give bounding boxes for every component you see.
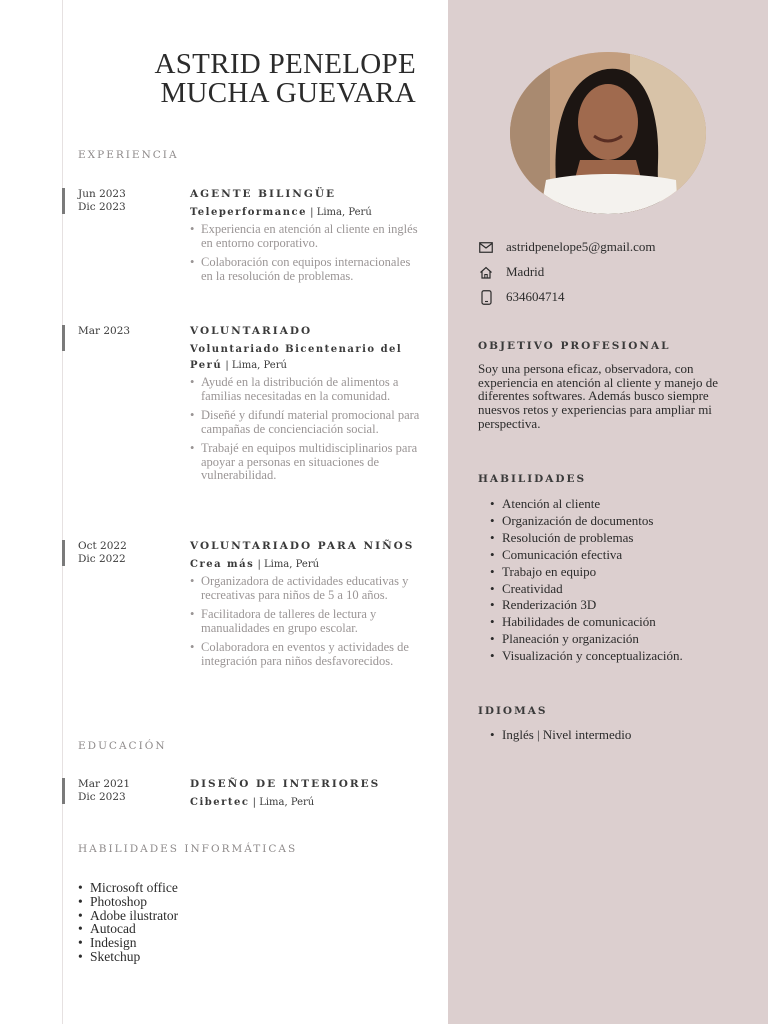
list-item: • Inglés | Nivel intermedio <box>490 727 631 743</box>
degree-title: DISEÑO DE INTERIORES <box>190 778 381 790</box>
profile-photo <box>510 52 706 214</box>
name-line-1: ASTRID PENELOPE <box>154 48 416 80</box>
org-location: | Lima, Perú <box>257 559 320 570</box>
date-marker <box>62 540 65 566</box>
computer-skills-list <box>78 881 178 964</box>
objective-text: Soy una persona eficaz, observadora, con experiencia en atención al cliente y manejo de diferentes softwares. Además busco siempre nuesvos retos y experiencias para ampliar mi perspectiva. <box>478 361 719 431</box>
job-title: VOLUNTARIADO PARA NIÑOS <box>190 540 415 552</box>
list-item: • Photoshop <box>78 895 178 909</box>
date-end: Dic 2023 <box>78 201 126 213</box>
org-location: | Lima, Perú <box>225 360 287 371</box>
date-end: Dic 2022 <box>78 553 126 565</box>
computer-skills-heading: HABILIDADES INFORMÁTICAS <box>78 843 298 855</box>
email-text: astridpenelope5@gmail.com <box>506 239 656 254</box>
list-item: • Creatividad <box>490 581 683 598</box>
languages-list <box>490 727 631 743</box>
org-location: | Lima, Perú <box>310 207 372 218</box>
date-start: Mar 2023 <box>78 325 131 337</box>
org-name: Crea más <box>190 559 255 570</box>
list-item: • Planeación y organización <box>490 631 683 648</box>
date-end: Dic 2023 <box>78 791 126 803</box>
list-item: • Adobe ilustrator <box>78 909 178 923</box>
job-org <box>190 342 422 374</box>
skills-list <box>490 496 683 665</box>
date-start: Oct 2022 <box>78 540 127 552</box>
objective-heading: OBJETIVO PROFESIONAL <box>478 340 671 352</box>
list-item: • Indesign <box>78 936 178 950</box>
date-range <box>78 778 130 804</box>
list-item: • Experiencia en atención al cliente en inglés en entorno corporativo. <box>190 223 422 250</box>
list-item: • Autocad <box>78 922 178 936</box>
date-range <box>78 540 127 566</box>
org-name: Teleperformance <box>190 207 307 218</box>
date-marker <box>62 325 65 351</box>
list-item: • Colaboración con equipos internacionales en la resolución de problemas. <box>190 256 422 283</box>
phone-icon <box>478 289 494 305</box>
date-start: Jun 2023 <box>78 188 126 200</box>
skills-heading: HABILIDADES <box>478 473 587 485</box>
list-item: • Renderización 3D <box>490 597 683 614</box>
education-heading: EDUCACIÓN <box>78 740 167 752</box>
date-marker <box>62 778 65 804</box>
list-item: • Sketchup <box>78 950 178 964</box>
school-org <box>190 795 422 811</box>
job-bullets <box>190 575 422 668</box>
list-item: • Organizadora de actividades educativas y recreativas para niños de 5 a 10 años. <box>190 575 422 602</box>
job-org <box>190 557 422 573</box>
job-bullets <box>190 376 422 483</box>
list-item: • Visualización y conceptualización. <box>490 648 683 665</box>
list-item: • Colaboradora en eventos y actividades de integración para niños desfavorecidos. <box>190 641 422 668</box>
job-bullets <box>190 223 422 283</box>
list-item: • Resolución de problemas <box>490 530 683 547</box>
list-item: • Organización de documentos <box>490 513 683 530</box>
list-item: • Trabajo en equipo <box>490 564 683 581</box>
phone-text: 634604714 <box>506 289 565 304</box>
date-marker <box>62 188 65 214</box>
school-location: | Lima, Perú <box>252 797 315 808</box>
contact-phone[interactable] <box>478 287 738 307</box>
contact-city <box>478 262 738 282</box>
name-line-2: MUCHA GUEVARA <box>160 77 416 109</box>
city-text: Madrid <box>506 264 545 279</box>
job-org <box>190 205 422 221</box>
contact-email[interactable] <box>478 237 738 257</box>
list-item: • Facilitadora de talleres de lectura y manualidades en grupo escolar. <box>190 608 422 635</box>
page-title <box>155 50 416 108</box>
job-title: VOLUNTARIADO <box>190 325 313 337</box>
list-item: • Microsoft office <box>78 881 178 895</box>
date-range <box>78 325 130 338</box>
list-item: • Diseñé y difundí material promocional para campañas de concienciación social. <box>190 409 422 436</box>
school-name: Cibertec <box>190 797 250 808</box>
date-range <box>78 188 126 214</box>
list-item: • Comunicación efectiva <box>490 547 683 564</box>
experience-heading: EXPERIENCIA <box>78 149 179 161</box>
languages-heading: IDIOMAS <box>478 705 548 717</box>
left-margin-rule <box>62 0 63 1024</box>
list-item: • Ayudé en la distribución de alimentos a familias necesitadas en la comunidad. <box>190 376 422 403</box>
job-title: AGENTE BILINGÜE <box>190 188 336 200</box>
date-start: Mar 2021 <box>78 778 131 790</box>
org-name: Voluntariado Bicentenario del Perú <box>190 344 403 371</box>
list-item: • Trabajé en equipos multidisciplinarios para apoyar a personas en situaciones de vulnerabilidad. <box>190 442 422 483</box>
list-item: • Habilidades de comunicación <box>490 614 683 631</box>
list-item: • Atención al cliente <box>490 496 683 513</box>
home-icon <box>478 264 494 280</box>
envelope-icon <box>478 239 494 255</box>
